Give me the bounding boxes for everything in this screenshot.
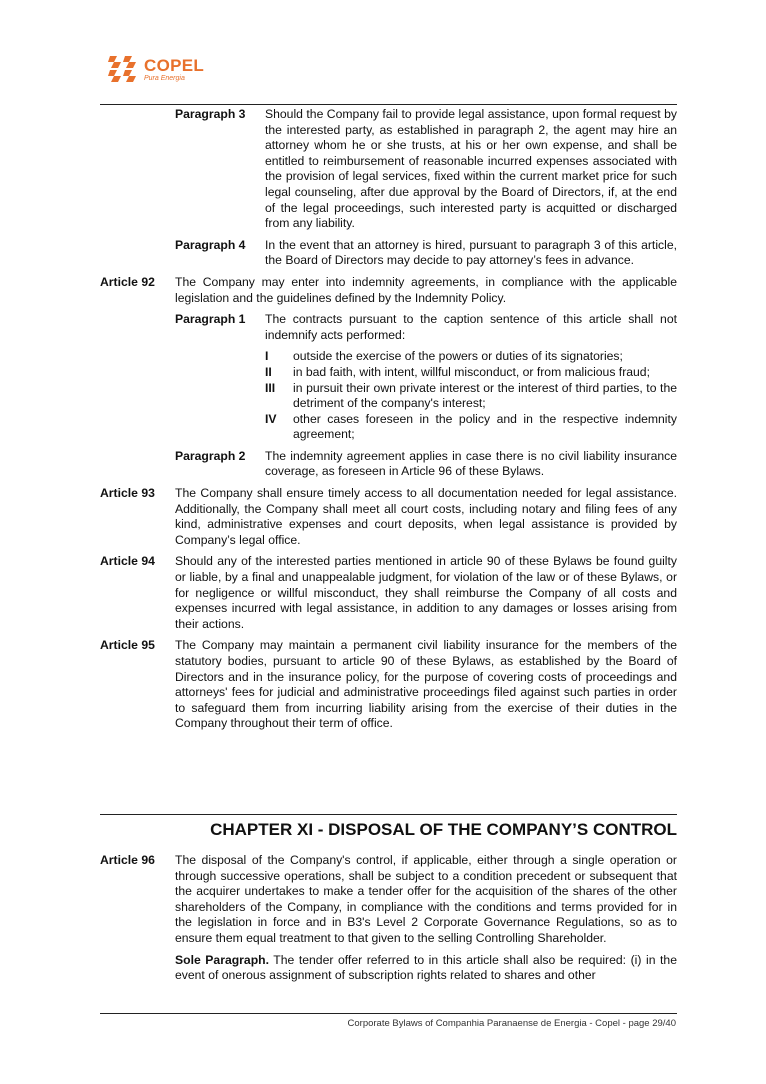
list-item	[265, 381, 677, 412]
page-footer: Corporate Bylaws of Companhia Paranaense de Energia - Copel - page 29/40	[347, 1018, 676, 1029]
chapter-title: CHAPTER XI - DISPOSAL OF THE COMPANY’S CONTROL	[210, 820, 677, 839]
article-96	[100, 853, 677, 947]
item-number: III	[265, 380, 276, 395]
article-label: Article 96	[100, 853, 155, 867]
item-text: outside the exercise of the powers or duties of its signatories;	[293, 349, 623, 364]
paragraph-label: Paragraph 3	[175, 107, 246, 121]
company-logo	[108, 54, 204, 84]
paragraph-4	[175, 238, 677, 269]
article-text: The Company shall ensure timely access to all documentation needed for legal assistance. Additionally, the Company shall meet all court costs, including notary and filing fees of any kind, administrative expenses and court deposits, when legal assistance is provided by Company’s legal office.	[175, 486, 677, 547]
article-label: Article 92	[100, 274, 155, 289]
item-number: I	[265, 349, 269, 364]
paragraph-label: Paragraph 1	[175, 312, 246, 327]
article-93	[100, 486, 677, 548]
article-text: The Company may maintain a permanent civil liability insurance for the members of the statutory bodies, pursuant to article 90 of these Bylaws, as established by the Board of Directors and in the insurance policy, for the purpose of covering costs of proceedings and attorneys' fees for judicial and administrative proceedings filed against such parties in order to safeguard them from incurring liability arising from the exercise of their duties in the Company throughout their term of office.	[175, 638, 677, 731]
article-92	[100, 275, 677, 306]
sole-paragraph-text: The tender offer referred to in this article shall also be required: (i) in the event of onerous assignment of subscription rights related to shares and other	[175, 952, 677, 983]
article-label: Article 95	[100, 638, 155, 653]
item-number: II	[265, 364, 272, 379]
footer-rule	[100, 1013, 677, 1014]
sole-paragraph	[175, 953, 677, 984]
list-item	[265, 365, 677, 381]
item-text: in bad faith, with intent, willful misconduct, or from malicious fraud;	[293, 364, 650, 379]
paragraph-text: In the event that an attorney is hired, pursuant to paragraph 3 of this article, the Board of Directors may decide to pay attorney’s fees in advance.	[265, 237, 677, 268]
item-number: IV	[265, 411, 277, 426]
chapter-rule	[100, 814, 677, 815]
article-92-paragraph-2	[175, 449, 677, 480]
company-name: COPEL	[144, 55, 205, 75]
article-94	[100, 554, 677, 632]
article-text: The disposal of the Company's control, if applicable, either through a single operation or through successive operations, shall be subject to a condition precedent or subsequent that the acquirer undertakes to make a tender offer for the acquisition of the shares of the other shareholders of the Company, in compliance with the conditions and terms provided for in the legislation in force and in B3's Level 2 Corporate Governance Regulations, so as to ensure them equal treatment to that given to the selling Controlling Shareholder.	[175, 853, 677, 945]
article-label: Article 93	[100, 486, 155, 501]
sole-paragraph-label: Sole Paragraph.	[175, 952, 269, 967]
paragraph-label: Paragraph 2	[175, 448, 246, 463]
item-list	[265, 349, 677, 443]
article-text: The Company may enter into indemnity agreements, in compliance with the applicable legislation and the guidelines defined by the Indemnity Policy.	[175, 274, 677, 305]
document-body	[100, 107, 677, 738]
list-item	[265, 349, 677, 365]
list-item	[265, 412, 677, 443]
paragraph-text: The indemnity agreement applies in case there is no civil liability insurance coverage, as foreseen in Article 96 of these Bylaws.	[265, 448, 677, 479]
article-text: Should any of the interested parties mentioned in article 90 of these Bylaws be found guilty or liable, by a final and unappealable judgment, for violation of the law or of these Bylaws, or for negligence or willful misconduct, they shall reimburse the Company of all costs and expenses incurred with legal assistance, in addition to any damages or losses arising from their actions.	[175, 554, 677, 631]
item-text: in pursuit their own private interest or the interest of third parties, to the detriment of the company's interest;	[293, 380, 677, 411]
company-tagline: Pura Energia	[144, 74, 185, 82]
header-rule	[100, 104, 677, 105]
paragraph-3	[175, 107, 677, 232]
article-95	[100, 638, 677, 732]
copel-logo-icon	[108, 54, 140, 84]
item-text: other cases foreseen in the policy and in the respective indemnity agreement;	[293, 411, 677, 442]
paragraph-text: The contracts pursuant to the caption sentence of this article shall not indemnify acts performed:	[265, 312, 677, 342]
article-92-paragraph-1	[175, 312, 677, 343]
paragraph-text: Should the Company fail to provide legal assistance, upon formal request by the interested party, as established in paragraph 2, the agent may hire an attorney whom he or she trusts, at his or her own expense, and shall be entitled to reimbursement of reasonable incurred expenses associated with the provision of legal services, fixed within the current market price for such legal counseling, after due approval by the Board of Directors, if, at the end of the legal proceedings, such interested party is acquitted or discharged from any liability.	[265, 107, 677, 231]
article-label: Article 94	[100, 554, 155, 569]
chapter-body	[100, 853, 677, 984]
paragraph-label: Paragraph 4	[175, 237, 246, 252]
